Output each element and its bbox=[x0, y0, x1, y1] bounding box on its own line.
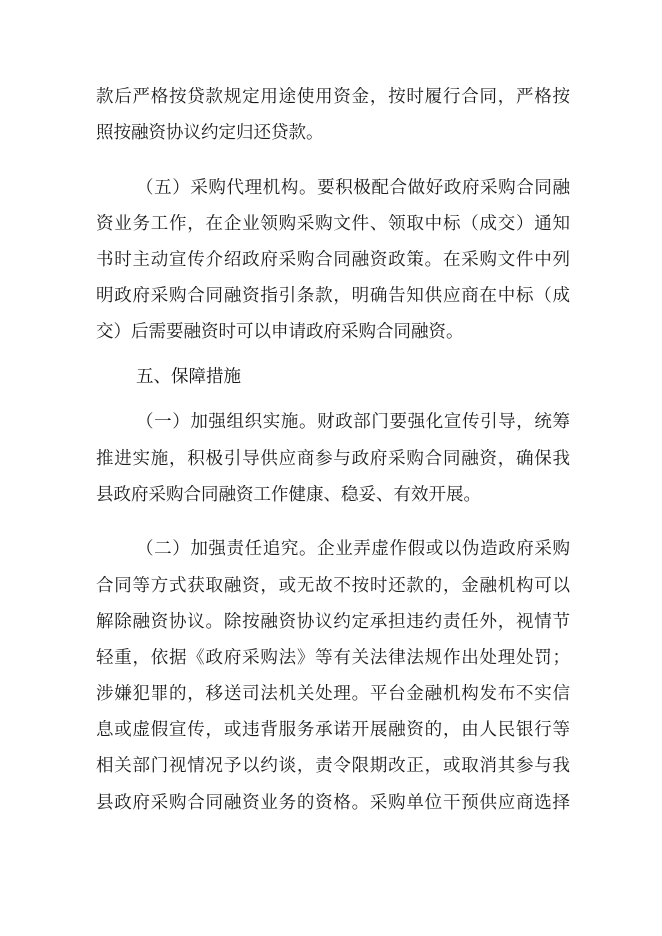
paragraph-2-line-3: 书时主动宣传介绍政府采购合同融资政策。在采购文件中列 bbox=[96, 250, 570, 270]
paragraph-4-line-3: 解除融资协议。除按融资协议约定承担违约责任外，视情节 bbox=[96, 612, 570, 632]
paragraph-4-line-1: （二）加强责任追究。企业弄虚作假或以伪造政府采购 bbox=[136, 539, 570, 559]
paragraph-2-line-5: 交）后需要融资时可以申请政府采购合同融资。 bbox=[96, 322, 464, 342]
paragraph-2-line-1: （五）采购代理机构。要积极配合做好政府采购合同融 bbox=[136, 178, 570, 198]
paragraph-3-line-3: 县政府采购合同融资工作健康、稳妥、有效开展。 bbox=[96, 485, 481, 505]
paragraph-2-line-2: 资业务工作，在企业领购采购文件、领取中标（成交）通知 bbox=[96, 214, 570, 234]
paragraph-3-line-2: 推进实施，积极引导供应商参与政府采购合同融资，确保我 bbox=[96, 449, 570, 469]
paragraph-4-line-4: 轻重，依据《政府采购法》等有关法律法规作出处理处罚； bbox=[96, 648, 570, 668]
paragraph-4-line-6: 息或虚假宣传，或违背服务承诺开展融资的，由人民银行等 bbox=[96, 720, 570, 740]
paragraph-4-line-5: 涉嫌犯罪的，移送司法机关处理。平台金融机构发布不实信 bbox=[96, 684, 570, 704]
paragraph-1-line-2: 照按融资协议约定归还贷款。 bbox=[96, 123, 324, 143]
paragraph-3-line-1: （一）加强组织实施。财政部门要强化宣传引导，统筹 bbox=[136, 412, 570, 432]
section-heading: 五、保障措施 bbox=[136, 367, 241, 387]
paragraph-4-line-7: 相关部门视情况予以约谈，责令限期改正，或取消其参与我 bbox=[96, 756, 570, 776]
paragraph-4-line-8: 县政府采购合同融资业务的资格。采购单位干预供应商选择 bbox=[96, 793, 570, 813]
paragraph-2-line-4: 明政府采购合同融资指引条款，明确告知供应商在中标（成 bbox=[96, 286, 570, 306]
paragraph-1-line-1: 款后严格按贷款规定用途使用资金，按时履行合同，严格按 bbox=[96, 87, 570, 107]
paragraph-4-line-2: 合同等方式获取融资，或无故不按时还款的，金融机构可以 bbox=[96, 576, 570, 596]
